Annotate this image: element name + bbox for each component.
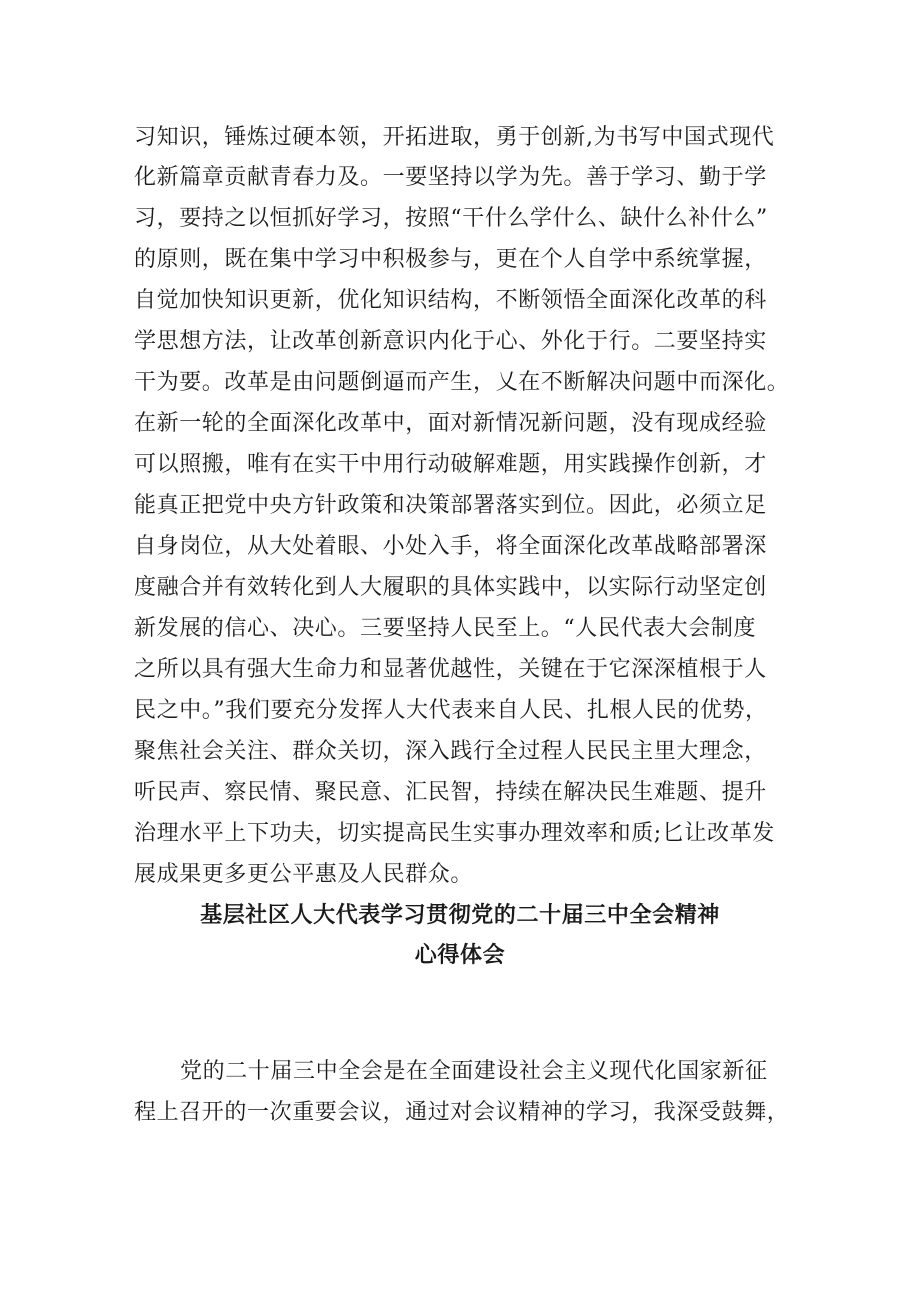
paragraph-line: 干为要。改革是由问题倒逼而产生，乂在不断解决问题中而深化。 [134,370,790,395]
body-line: 程上召开的一次重要会议，通过对会议精神的学习，我深受鼓舞， [134,1100,790,1125]
paragraph-line: 化新篇章贡献青春力及。一要坚持以学为先。善于学习、勤于学 [134,165,767,190]
paragraph-line: 可以照搬，唯有在实干中用行动破解难题，用实践操作创新，才 [134,452,767,477]
paragraph-line: 聚焦社会关注、群众关切，深入践行全过程人民民主里大理念， [134,739,767,764]
paragraph-line: 治理水平上下功夫，切实提高民生实事办理效率和质;匕让改革发 [134,821,775,846]
paragraph-line: 自觉加快知识更新，优化知识结构，不断领悟全面深化改革的科 [134,288,767,313]
article-title-line2: 心得体会 [414,943,506,968]
paragraph-line: 习，要持之以恒抓好学习，按照“干什么学什么、缺什么补什么” [134,206,768,231]
article-title-line1: 基层社区人大代表学习贯彻党的二十届三中全会精神 [200,903,720,928]
paragraph-line: 新发展的信心、决心。三要坚持人民至上。“人民代表大会制度 [134,616,757,641]
paragraph-line: 自身岗位，从大处着眼、小处入手，将全面深化改革战略部署深 [134,534,767,559]
paragraph-line: 民之中。”我们要充分发挥人大代表来自人民、扎根人民的优势， [134,698,768,723]
paragraph-line: 之所以具有强大生命力和显著优越性，关键在于它深深植根于人 [134,657,767,682]
paragraph-line: 听民声、察民情、聚民意、汇民智，持续在解决民生难题、提升 [134,780,767,805]
body-line: 党的二十届三中全会是在全面建设社会主义现代化国家新征 [180,1059,768,1084]
paragraph-line: 在新一轮的全面深化改革中，面对新情况新问题，没有现成经验 [134,411,767,436]
paragraph-line: 度融合并有效转化到人大履职的具体实践中，以实际行动坚定创 [134,575,767,600]
paragraph-line: 学思想方法，让改革创新意识内化于心、外化于行。二要坚持实 [134,329,767,354]
paragraph-line: 能真正把党中央方针政策和决策部署落实到位。因此，必须立足 [134,493,767,518]
paragraph-line: 的原则，既在集中学习中积极参与，更在个人自学中系统掌握， [134,247,767,272]
paragraph-line: 习知识，锤炼过硬本领，开拓进取，勇于创新,为书写中国式现代 [134,125,775,150]
paragraph-line: 展成果更多更公平惠及人民群众。 [134,862,474,887]
